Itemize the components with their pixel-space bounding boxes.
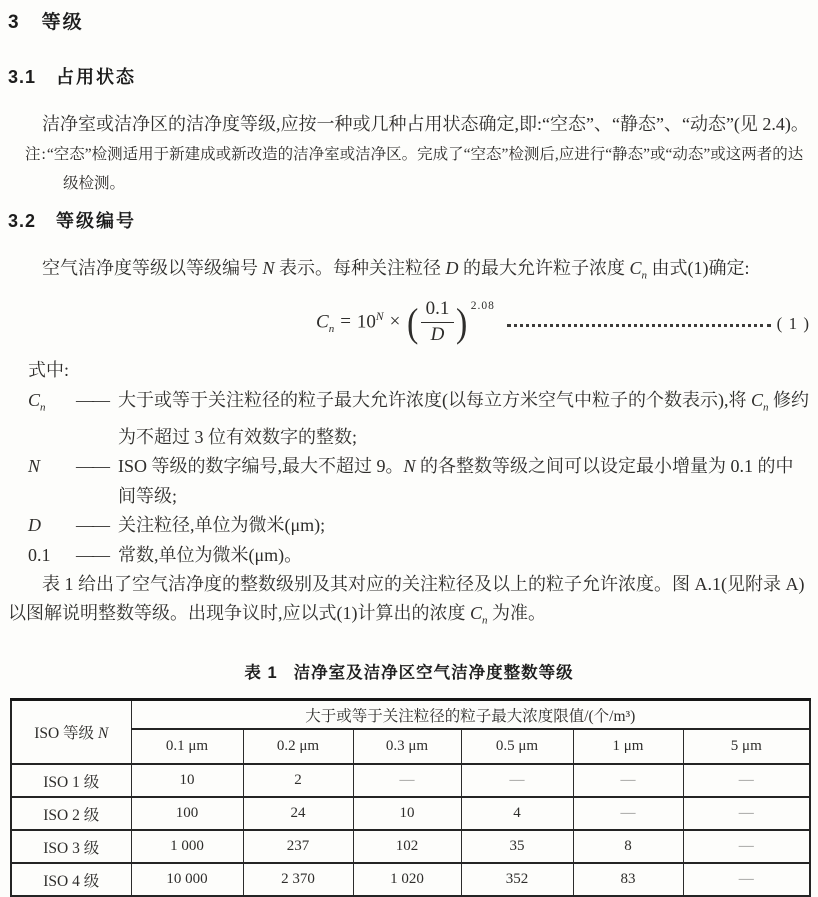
cell-value: — — [683, 863, 810, 896]
equation-lhs: $C_n = 10^N$ × — [316, 310, 401, 335]
table-row-iso1 — [11, 764, 810, 797]
definition-text: ISO 等级的数字编号,最大不超过 9。N 的各整数等级之间可以设定最小增量为 0.1 的中间等级; — [118, 456, 794, 506]
fraction-numerator: 0.1 — [421, 299, 455, 323]
definition-row — [28, 386, 810, 453]
table-row-iso4 — [11, 863, 810, 896]
definition-text: 大于或等于关注粒径的粒子最大允许浓度(以每立方米空气中粒子的个数表示),将 $C_n$ 修约为不超过 3 位有效数字的整数; — [118, 389, 810, 447]
definition-dash: —— — [76, 544, 108, 565]
equation-number: ( 1 ) — [776, 313, 810, 333]
section-3-1-heading — [8, 63, 810, 89]
dotted-leader — [507, 324, 771, 327]
cell-value: 10 000 — [131, 863, 243, 896]
table-row-iso2 — [11, 797, 810, 830]
class-number-paragraph: 空气洁净度等级以等级编号 N 表示。每种关注粒径 D 的最大允许粒子浓度 $C_n$ 由式(1)确定: — [42, 258, 750, 282]
definition-dash: —— — [76, 389, 108, 410]
definition-text: 关注粒径,单位为微米(μm); — [118, 515, 326, 536]
cell-value: 8 — [573, 830, 683, 863]
definition-term: 0.1 — [28, 544, 51, 565]
definition-term: $C_n$ — [28, 389, 46, 414]
row-label: ISO 2 级 — [11, 797, 131, 830]
cell-value: 24 — [243, 797, 353, 830]
cell-value: 1 000 — [131, 830, 243, 863]
equation-expression — [316, 299, 495, 346]
column-header-concentration-limit: 大于或等于关注粒径的粒子最大浓度限值/(个/m³) — [131, 699, 810, 729]
occupancy-paragraph: 洁净室或洁净区的洁净度等级,应按一种或几种占用状态确定,即:“空态”、“静态”、“动态”(见 2.4)。 — [42, 114, 809, 134]
row-label: ISO 3 级 — [11, 830, 131, 863]
cell-value: 2 370 — [243, 863, 353, 896]
note-text: “空态”检测适用于新建成或新改造的洁净室或洁净区。完成了“空态”检测后,应进行“静态”或“动态”或这两者的达级检测。 — [46, 146, 804, 192]
section-3-2-heading — [8, 207, 810, 233]
definition-term: N — [28, 456, 41, 477]
definition-row — [28, 541, 810, 571]
column-header-size: 1 μm — [573, 729, 683, 764]
cell-value: 100 — [131, 797, 243, 830]
cell-value: 102 — [353, 830, 461, 863]
definition-dash: —— — [76, 456, 108, 477]
cell-value: — — [573, 764, 683, 797]
column-header-iso-class: ISO 等级 N — [11, 699, 131, 764]
section-title: 等级 — [41, 12, 84, 33]
note-label: 注: — [25, 146, 47, 163]
cell-value: — — [683, 830, 810, 863]
cleanliness-class-table — [10, 698, 811, 897]
cell-value: — — [573, 797, 683, 830]
where-label: 式中: — [28, 359, 70, 380]
section-3-heading — [8, 7, 810, 34]
cell-value: 83 — [573, 863, 683, 896]
table-caption — [8, 659, 810, 683]
table-intro-paragraph: 表 1 给出了空气洁净度的整数级别及其对应的关注粒径及以上的粒子允许浓度。图 A.1(见附录 A)以图解说明整数等级。出现争议时,应以式(1)计算出的浓度 $C_n$ 为准。 — [8, 574, 805, 627]
section-title: 占用状态 — [56, 67, 137, 87]
cell-value: 35 — [461, 830, 573, 863]
cell-value: 352 — [461, 863, 573, 896]
table-caption-prefix: 表 1 — [244, 663, 278, 682]
column-header-size: 0.3 μm — [353, 729, 461, 764]
cell-value: 10 — [131, 764, 243, 797]
column-header-size: 0.5 μm — [461, 729, 573, 764]
fraction — [421, 299, 455, 346]
cell-value: 237 — [243, 830, 353, 863]
section-number: 3.2 — [8, 211, 37, 231]
definition-row — [28, 511, 810, 541]
cell-value: 4 — [461, 797, 573, 830]
row-label: ISO 1 级 — [11, 764, 131, 797]
definition-text: 常数,单位为微米(μm)。 — [118, 544, 303, 565]
definition-term: D — [28, 515, 41, 536]
row-label: ISO 4 级 — [11, 863, 131, 896]
cell-value: — — [683, 764, 810, 797]
cell-value: 2 — [243, 764, 353, 797]
fraction-denominator: D — [430, 324, 445, 346]
table-row-iso3 — [11, 830, 810, 863]
column-header-size: 5 μm — [683, 729, 810, 764]
section-number: 3.1 — [8, 67, 37, 87]
cell-value: 10 — [353, 797, 461, 830]
section-title: 等级编号 — [56, 211, 137, 231]
cell-value: — — [353, 764, 461, 797]
table-caption-title: 洁净室及洁净区空气洁净度整数等级 — [293, 663, 574, 682]
cell-value: — — [683, 797, 810, 830]
exponent: 2.08 — [470, 299, 495, 312]
definition-dash: —— — [76, 515, 108, 536]
definition-row — [28, 452, 810, 511]
open-paren: ( — [407, 299, 419, 345]
column-header-size: 0.1 μm — [131, 729, 243, 764]
cell-value: — — [461, 764, 573, 797]
equation-1 — [8, 297, 810, 349]
close-paren: ) — [456, 299, 468, 345]
symbol-definitions — [8, 386, 810, 571]
section-number: 3 — [8, 12, 20, 33]
note-block — [25, 140, 810, 198]
column-header-size: 0.2 μm — [243, 729, 353, 764]
cell-value: 1 020 — [353, 863, 461, 896]
